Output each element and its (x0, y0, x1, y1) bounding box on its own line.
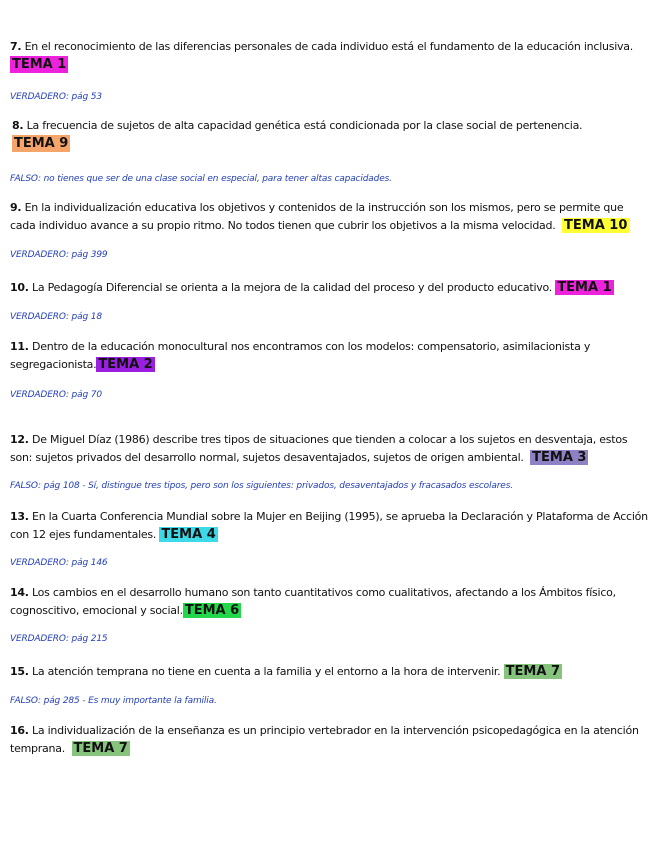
question-14 (10, 584, 651, 620)
question-15 (10, 663, 651, 681)
answer-12: FALSO: pág 108 - Sí, distingue tres tipos, pero son los siguientes: privados, desaventajados y fracasados escolares. (10, 481, 513, 491)
tema-tag: TEMA 7 (73, 741, 128, 756)
question-text: La individualización de la enseñanza es un principio vertebrador en la intervención psicopedagógica en la atención temprana. (10, 724, 639, 755)
question-11 (10, 338, 651, 374)
question-number: 16. (10, 724, 29, 737)
question-number: 14. (10, 586, 29, 599)
tema-tag: TEMA 6 (184, 603, 240, 618)
question-text: En la Cuarta Conferencia Mundial sobre la Mujer en Beijing (1995), se aprueba la Declaración y Plataforma de Acción con 12 ejes fundamentales. (10, 510, 648, 541)
tema-tag: TEMA 1 (557, 280, 612, 295)
question-text: Dentro de la educación monocultural nos encontramos con los modelos: compensatorio, asimilacionista y segregacionista. (10, 340, 591, 371)
question-number: 11. (10, 340, 29, 353)
question-number: 7. (10, 40, 22, 53)
answer-8: FALSO: no tienes que ser de una clase social en especial, para tener altas capacidades. (10, 174, 392, 184)
question-text: Los cambios en el desarrollo humano son tanto cuantitativos como cualitativos, afectando a los Ámbitos físico, cognoscitivo, emocional y social. (10, 586, 616, 617)
question-number: 15. (10, 665, 29, 678)
question-number: 9. (10, 201, 22, 214)
question-9 (10, 199, 651, 235)
tema-tag: TEMA 2 (98, 357, 153, 372)
tema-tag: TEMA 9 (14, 136, 69, 151)
question-13 (10, 508, 651, 544)
tema-tag: TEMA 1 (12, 57, 67, 72)
question-16 (10, 722, 651, 758)
question-text: En la individualización educativa los objetivos y contenidos de la instrucción son los mismos, pero se permite que cada individuo avance a su propio ritmo. No todos tienen que cubrir los objetivos a la misma velocidad. (10, 201, 624, 232)
question-number: 13. (10, 510, 29, 523)
question-number: 8. (12, 119, 24, 132)
question-8 (12, 117, 651, 153)
question-number: 10. (10, 281, 29, 294)
question-text: De Miguel Díaz (1986) describe tres tipos de situaciones que tienden a colocar a los sujetos en desventaja, estos son: sujetos privados del desarrollo normal, sujetos desaventajados, sujetos de origen ambiental. (10, 433, 628, 464)
question-text: En el reconocimiento de las diferencias personales de cada individuo está el fundamento de la educación inclusiva. (21, 40, 634, 53)
answer-11: VERDADERO: pág 70 (10, 390, 102, 400)
tema-tag: TEMA 10 (564, 218, 628, 233)
answer-15: FALSO: pág 285 - Es muy importante la familia. (10, 696, 217, 706)
question-number: 12. (10, 433, 29, 446)
question-text: La frecuencia de sujetos de alta capacidad genética está condicionada por la clase social de pertenencia. (23, 119, 583, 132)
question-12 (10, 431, 651, 467)
answer-9: VERDADERO: pág 399 (10, 250, 108, 260)
tema-tag: TEMA 7 (505, 664, 560, 679)
tema-tag: TEMA 4 (161, 527, 216, 542)
answer-7: VERDADERO: pág 53 (10, 92, 102, 102)
answer-14: VERDADERO: pág 215 (10, 634, 108, 644)
question-text: La atención temprana no tiene en cuenta a la familia y el entorno a la hora de intervenir. (28, 665, 501, 678)
question-7 (10, 38, 651, 74)
question-text: La Pedagogía Diferencial se orienta a la mejora de la calidad del proceso y del producto educativo. (28, 281, 553, 294)
question-10 (10, 279, 651, 297)
answer-10: VERDADERO: pág 18 (10, 312, 102, 322)
tema-tag: TEMA 3 (532, 450, 587, 465)
answer-13: VERDADERO: pág 146 (10, 558, 108, 568)
